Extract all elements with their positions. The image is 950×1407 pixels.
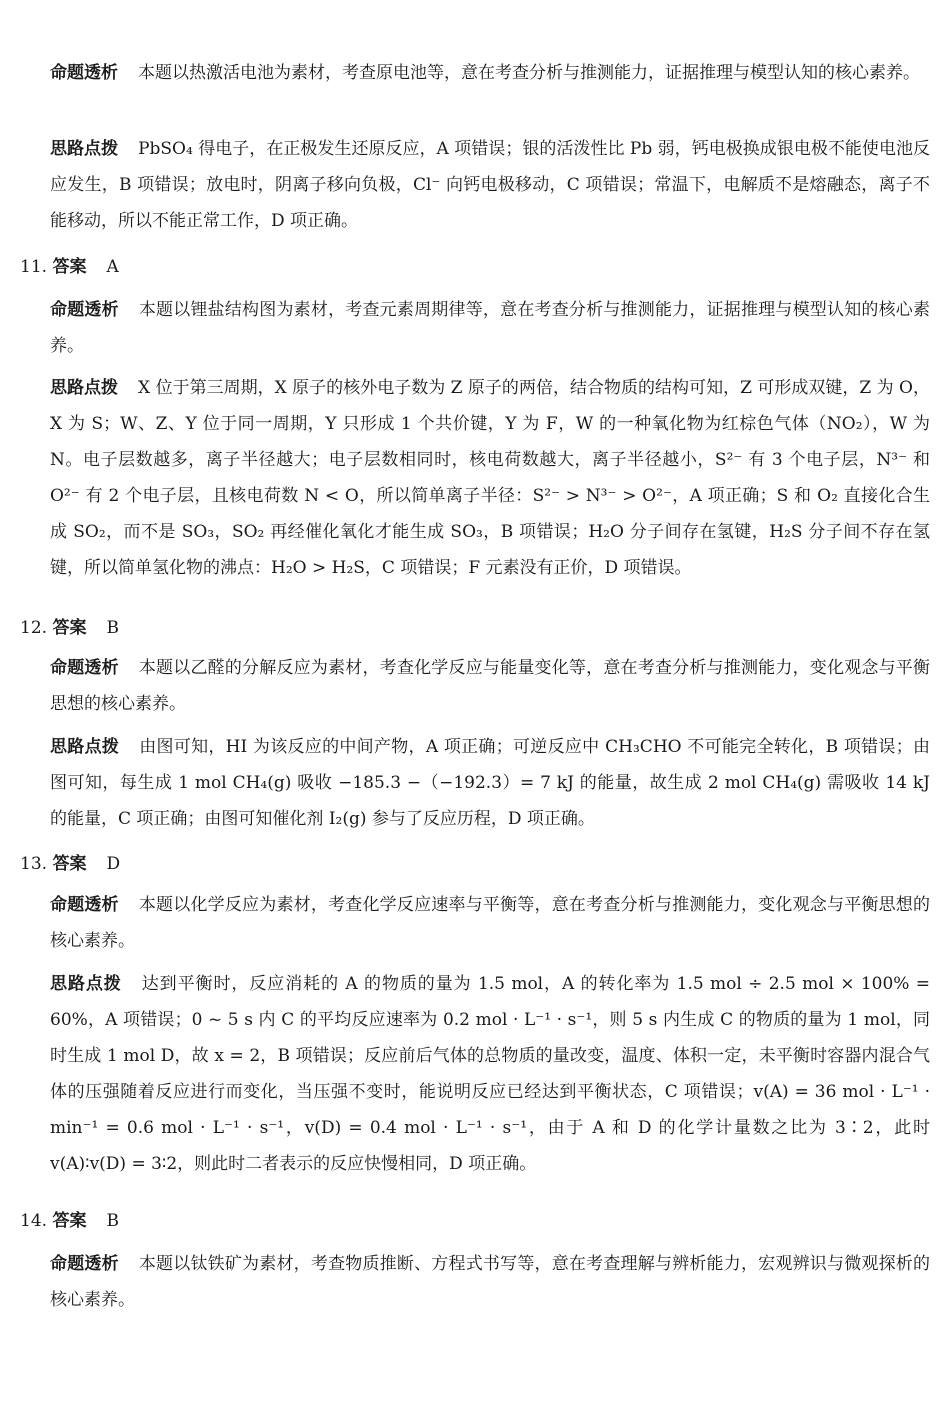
hint-label: 思路点拨 xyxy=(50,737,120,757)
q12-number: 12. xyxy=(20,618,48,638)
intent-label: 命题透析 xyxy=(50,300,119,320)
q13-answer xyxy=(20,846,120,882)
q13-intent-text: 本题以化学反应为素材，考查化学反应速率与平衡等，意在考查分析与推测能力，变化观念与平衡思想的核心素养。 xyxy=(50,895,931,951)
q10-hint xyxy=(50,131,930,239)
q11-hint-text: X 位于第三周期，X 原子的核外电子数为 Z 原子的两倍，结合物质的结构可知，Z 可形成双键，Z 为 O，X 为 S；W、Z、Y 位于同一周期，Y 只形成 1 个共价键，Y 为 F，W 的一种氧化物为红棕色气体（NO₂），W 为 N。电子层数越多，离子半径越大；电子层数相同时，核电荷数越大，离子半径越小，S²⁻ 有 3 个电子层，N³⁻ 和 O²⁻ 有 2 个电子层，且核电荷数 N < O，所以简单离子半径：S²⁻ > N³⁻ > O²⁻，A 项正确；S 和 O₂ 直接化合生成 SO₂，而不是 SO₃，SO₂ 再经催化氧化才能生成 SO₃，B 项错误；H₂O 分子间存在氢键，H₂S 分子间不存在氢键，所以简单氢化物的沸点：H₂O > H₂S，C 项错误；F 元素没有正价，D 项错误。 xyxy=(50,378,930,578)
answer-label: 答案 xyxy=(52,1211,87,1231)
hint-label: 思路点拨 xyxy=(50,378,119,398)
q11-hint xyxy=(50,370,930,586)
q13-answer-value: D xyxy=(106,854,121,874)
intent-label: 命题透析 xyxy=(50,895,119,915)
q12-hint-text: 由图可知，HI 为该反应的中间产物，A 项正确；可逆反应中 CH₃CHO 不可能完全转化，B 项错误；由图可知，每生成 1 mol CH₄(g) 吸收 −185.3 −（−192.3）= 7 kJ 的能量，故生成 2 mol CH₄(g) 需吸收 14 kJ 的能量，C 项正确；由图可知催化剂 I₂(g) 参与了反应历程，D 项正确。 xyxy=(50,737,931,829)
q11-intent xyxy=(50,292,930,364)
intent-label: 命题透析 xyxy=(50,658,119,678)
q14-number: 14. xyxy=(20,1211,48,1231)
q13-hint xyxy=(50,966,930,1182)
q12-hint xyxy=(50,729,930,837)
answer-label: 答案 xyxy=(52,257,87,277)
q14-answer xyxy=(20,1203,119,1239)
hint-label: 思路点拨 xyxy=(50,139,119,159)
q12-intent xyxy=(50,650,930,722)
q12-answer xyxy=(20,610,119,646)
q13-number: 13. xyxy=(20,854,48,874)
q13-hint-text: 达到平衡时，反应消耗的 A 的物质的量为 1.5 mol，A 的转化率为 1.5 mol ÷ 2.5 mol × 100% = 60%，A 项错误；0 ~ 5 s 内 C 的平均反应速率为 0.2 mol · L⁻¹ · s⁻¹，则 5 s 内生成 C 的物质的量为 1 mol，同时生成 1 mol D，故 x = 2，B 项错误；反应前后气体的总物质的量改变，温度、体积一定，未平衡时容器内混合气体的压强随着反应进行而变化，当压强不变时，能说明反应已经达到平衡状态，C 项错误；v(A) = 36 mol · L⁻¹ · min⁻¹ = 0.6 mol · L⁻¹ · s⁻¹，v(D) = 0.4 mol · L⁻¹ · s⁻¹，由于 A 和 D 的化学计量数之比为 3∶2，此时 v(A)∶v(D) = 3∶2，则此时二者表示的反应快慢相同，D 项正确。 xyxy=(50,974,930,1174)
q10-intent-text: 本题以热激活电池为素材，考查原电池等，意在考查分析与推测能力，证据推理与模型认知的核心素养。 xyxy=(138,63,920,83)
q14-intent xyxy=(50,1246,930,1318)
q11-intent-text: 本题以锂盐结构图为素材，考查元素周期律等，意在考查分析与推测能力，证据推理与模型认知的核心素养。 xyxy=(50,300,931,356)
q11-answer-value: A xyxy=(106,257,119,277)
intent-label: 命题透析 xyxy=(50,1254,119,1274)
q13-intent xyxy=(50,887,930,959)
q11-answer xyxy=(20,249,119,285)
q14-answer-value: B xyxy=(106,1211,119,1231)
q12-answer-value: B xyxy=(106,618,119,638)
intent-label: 命题透析 xyxy=(50,63,118,83)
q10-intent xyxy=(50,55,930,91)
q11-number: 11. xyxy=(20,257,48,277)
q12-intent-text: 本题以乙醛的分解反应为素材，考查化学反应与能量变化等，意在考查分析与推测能力，变化观念与平衡思想的核心素养。 xyxy=(50,658,931,714)
q14-intent-text: 本题以钛铁矿为素材，考查物质推断、方程式书写等，意在考查理解与辨析能力，宏观辨识与微观探析的核心素养。 xyxy=(50,1254,931,1310)
answer-label: 答案 xyxy=(52,618,87,638)
answer-label: 答案 xyxy=(52,854,87,874)
hint-label: 思路点拨 xyxy=(50,974,122,994)
q10-hint-text: PbSO₄ 得电子，在正极发生还原反应，A 项错误；银的活泼性比 Pb 弱，钙电极换成银电极不能使电池反应发生，B 项错误；放电时，阴离子移向负极，Cl⁻ 向钙电极移动，C 项错误；常温下，电解质不是熔融态，离子不能移动，所以不能正常工作，D 项正确。 xyxy=(50,139,930,231)
